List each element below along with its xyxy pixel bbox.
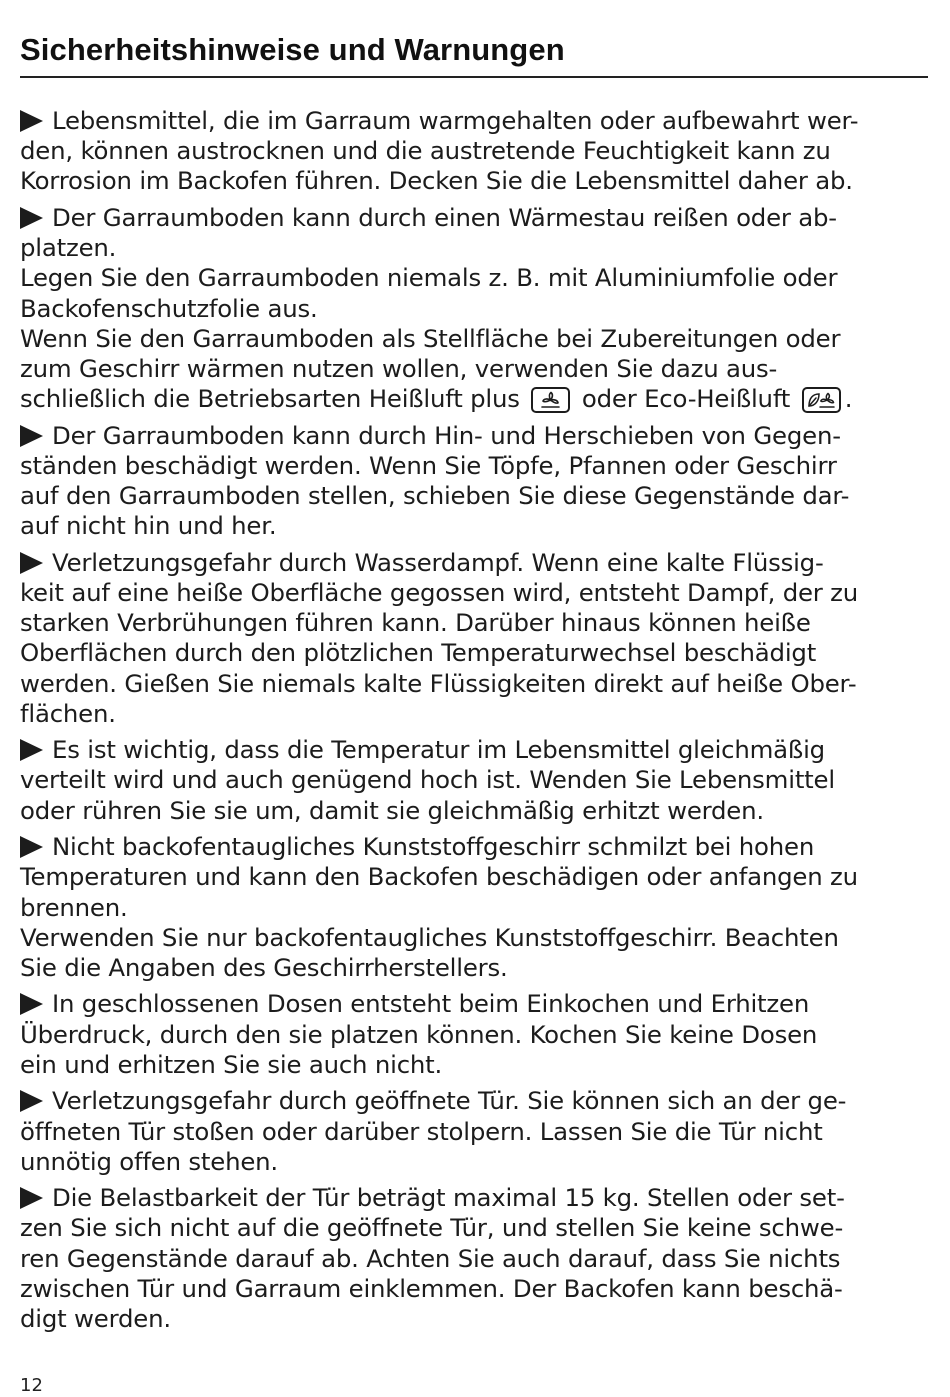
warning-text-line [20,354,932,384]
warning-text: Überdruck, durch den sie platzen können. Kochen Sie keine Dosen [20,1019,818,1049]
warning-text-line [20,1304,932,1334]
warning-text: ren Gegenstände darauf ab. Achten Sie auch darauf, dass Sie nichts [20,1243,841,1273]
warning-text-line [20,893,932,923]
warnings-list [20,106,932,1341]
warning-text-line [20,796,932,826]
warning-text: Verletzungsgefahr durch Wasserdampf. Wenn eine kalte Flüssig- [52,547,824,577]
warning-text-line [20,1050,932,1080]
warning-text-line [20,1020,932,1050]
warning-text-line [20,1274,932,1304]
warning-text-line [20,451,932,481]
warning-text-line [20,294,932,324]
warning-text-line [20,233,932,263]
warning-text: Korrosion im Backofen führen. Decken Sie die Lebensmittel daher ab. [20,166,853,196]
warning-text-line [20,106,932,136]
warning-item [20,203,932,414]
warning-text-line [20,384,932,414]
bullet-arrow-icon [20,1090,43,1112]
warning-text: verteilt wird und auch genügend hoch ist. Wenden Sie Lebensmittel [20,765,835,795]
bullet-arrow-icon [20,425,43,447]
warning-text-line [20,548,932,578]
warning-text-line [20,923,932,953]
warning-text-line [20,1117,932,1147]
warning-text: starken Verbrühungen führen kann. Darüber hinaus können heiße [20,608,811,638]
warning-item [20,1183,932,1334]
warning-text: oder rühren Sie sie um, damit sie gleichmäßig erhitzt werden. [20,795,764,825]
warning-text: auf nicht hin und her. [20,511,277,541]
warning-text: platzen. [20,233,117,263]
warning-text: Backofenschutzfolie aus. [20,293,318,323]
warning-item [20,832,932,983]
warning-text-line [20,324,932,354]
warning-text-line [20,862,932,892]
warning-text-line [20,136,932,166]
warning-text-line [20,481,932,511]
warning-text-line [20,1244,932,1274]
title-divider [20,76,928,78]
warning-text: Wenn Sie den Garraumboden als Stellfläche bei Zubereitungen oder [20,323,841,353]
warning-text: den, können austrocknen und die austretende Feuchtigkeit kann zu [20,136,831,166]
warning-text-line [20,263,932,293]
warning-item [20,735,932,826]
bullet-arrow-icon [20,207,43,229]
warning-text: Temperaturen und kann den Backofen beschädigen oder anfangen zu [20,862,858,892]
warning-text: werden. Gießen Sie niemals kalte Flüssigkeiten direkt auf heiße Ober- [20,668,857,698]
warning-item [20,1086,932,1177]
warning-text: ein und erhitzen Sie sie auch nicht. [20,1049,443,1079]
warning-text: Verletzungsgefahr durch geöffnete Tür. Sie können sich an der ge- [52,1086,847,1116]
warning-text: Es ist wichtig, dass die Temperatur im Lebensmittel gleichmäßig [52,735,825,765]
bullet-arrow-icon [20,739,43,761]
warning-item [20,421,932,542]
warning-text: Die Belastbarkeit der Tür beträgt maximal 15 kg. Stellen oder set- [52,1183,845,1213]
warning-text-line [20,578,932,608]
bullet-arrow-icon [20,993,43,1015]
warning-item [20,106,932,197]
warning-text: Oberflächen durch den plötzlichen Temperaturwechsel beschädigt [20,638,817,668]
page-number: 12 [20,1375,43,1396]
warning-text: In geschlossenen Dosen entsteht beim Einkochen und Erhitzen [52,989,810,1019]
warning-text-line [20,1086,932,1116]
page-title: Sicherheitshinweise und Warnungen [20,32,565,67]
hot-air-plus-fan-icon [531,387,570,413]
warning-text-line [20,735,932,765]
warning-text: keit auf eine heiße Oberfläche gegossen wird, entsteht Dampf, der zu [20,577,859,607]
warning-text-line [20,166,932,196]
warning-text: Nicht backofentaugliches Kunststoffgeschirr schmilzt bei hohen [52,832,815,862]
warning-text: schließlich die Betriebsarten Heißluft plus [20,384,520,414]
warning-text-line [20,1147,932,1177]
warning-text-line [20,669,932,699]
warning-text-line [20,511,932,541]
warning-text-line [20,832,932,862]
warning-text: Der Garraumboden kann durch Hin- und Herschieben von Gegen- [52,420,841,450]
warning-text-line [20,421,932,451]
warning-text-line [20,638,932,668]
warning-text: Legen Sie den Garraumboden niemals z. B. mit Aluminiumfolie oder [20,263,838,293]
warning-text: digt werden. [20,1304,171,1334]
warning-text-line [20,608,932,638]
bullet-arrow-icon [20,110,43,132]
bullet-arrow-icon [20,1187,43,1209]
warning-text: ständen beschädigt werden. Wenn Sie Töpfe, Pfannen oder Geschirr [20,450,837,480]
warning-text: oder Eco-Heißluft [581,384,791,414]
warning-text: unnötig offen stehen. [20,1146,278,1176]
warning-text-line [20,953,932,983]
warning-text: zwischen Tür und Garraum einklemmen. Der Backofen kann beschä- [20,1273,843,1303]
warning-text-line [20,203,932,233]
warning-text: brennen. [20,892,128,922]
bullet-arrow-icon [20,552,43,574]
warning-text-line [20,699,932,729]
eco-hot-air-fan-icon [802,387,841,413]
warning-text: zum Geschirr wärmen nutzen wollen, verwenden Sie dazu aus- [20,353,778,383]
warning-item [20,548,932,729]
warning-text-line [20,765,932,795]
warning-text: zen Sie sich nicht auf die geöffnete Tür, und stellen Sie keine schwe- [20,1213,844,1243]
bullet-arrow-icon [20,836,43,858]
warning-text: . [844,384,853,414]
warning-text-line [20,1183,932,1213]
warning-text: flächen. [20,698,116,728]
warning-text-line [20,989,932,1019]
warning-text: Verwenden Sie nur backofentaugliches Kunststoffgeschirr. Beachten [20,922,839,952]
warning-text-line [20,1213,932,1243]
warning-text: Der Garraumboden kann durch einen Wärmestau reißen oder ab- [52,202,837,232]
warning-text: auf den Garraumboden stellen, schieben Sie diese Gegenstände dar- [20,481,850,511]
warning-text: Sie die Angaben des Geschirrherstellers. [20,952,508,982]
warning-text: Lebensmittel, die im Garraum warmgehalten oder aufbewahrt wer- [52,106,859,135]
warning-text: öffneten Tür stoßen oder darüber stolpern. Lassen Sie die Tür nicht [20,1116,823,1146]
warning-item [20,989,932,1080]
